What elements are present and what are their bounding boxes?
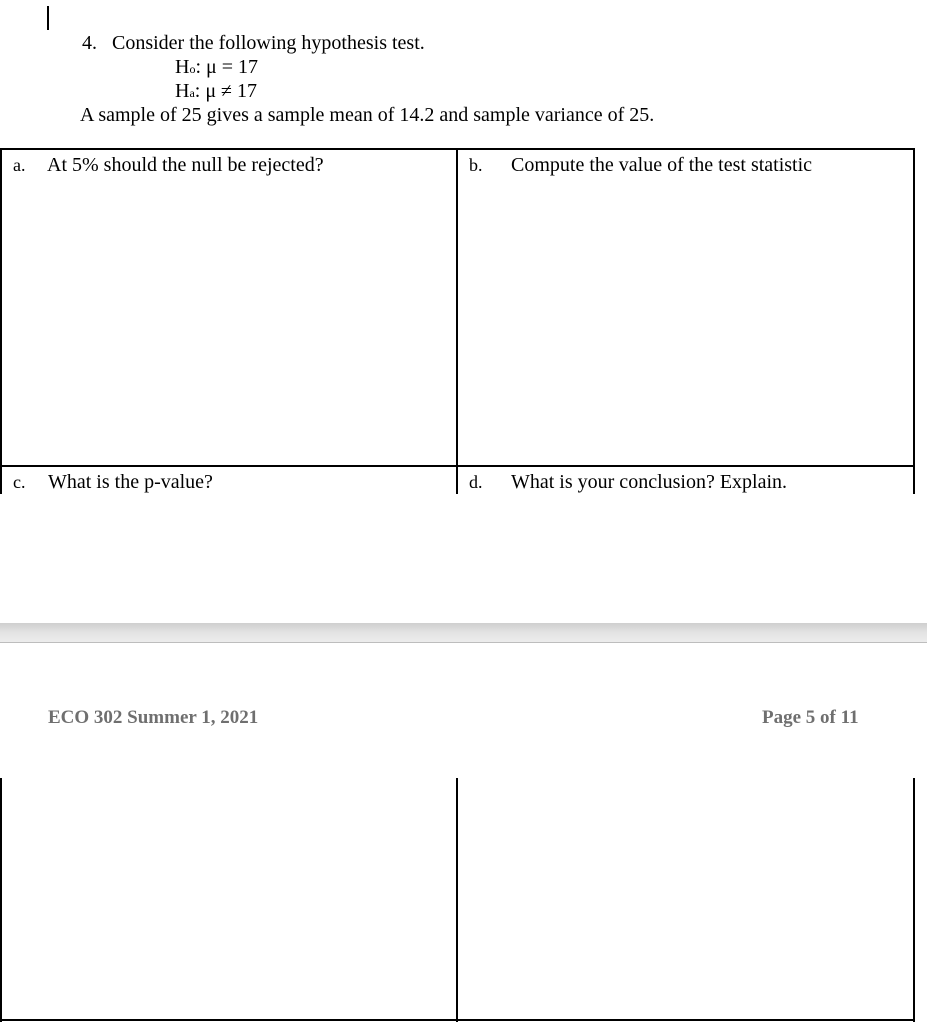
ha-letter: H [175,80,190,102]
h0-letter: H [175,56,190,78]
h0-subscript: o [189,62,196,76]
h0-expression: : μ = 17 [195,56,259,78]
sample-description: A sample of 25 gives a sample mean of 14.2 and sample variance of 25. [80,104,655,126]
next-table-right-border [913,778,915,1022]
null-hypothesis [175,56,258,79]
part-c-letter: c. [13,472,26,492]
table-middle-divider [456,148,458,494]
question-text: Consider the following hypothesis test. [112,32,425,54]
next-table-bottom-border [0,1019,915,1021]
part-d-question: What is your conclusion? Explain. [511,471,788,493]
part-a-question: At 5% should the null be rejected? [47,154,324,176]
next-table-left-border [0,778,2,1022]
part-c-question: What is the p-value? [48,471,213,493]
question-number: 4. [82,32,97,54]
text-cursor [47,6,49,30]
alternative-hypothesis [175,80,257,103]
ha-subscript: a [189,86,195,100]
part-b-question: Compute the value of the test statistic [511,154,813,176]
next-table-middle-divider [456,778,458,1022]
part-d-letter: d. [469,472,483,492]
ha-expression: : μ ≠ 17 [194,80,258,102]
page-break [0,623,927,643]
part-b-letter: b. [469,155,483,175]
table-right-border [913,148,915,494]
table-row-divider [0,465,915,467]
page-break-edge [0,642,927,643]
footer-course: ECO 302 Summer 1, 2021 [48,707,259,728]
table-left-border [0,148,2,494]
footer-page-number: Page 5 of 11 [762,707,859,728]
part-a-letter: a. [13,155,26,175]
